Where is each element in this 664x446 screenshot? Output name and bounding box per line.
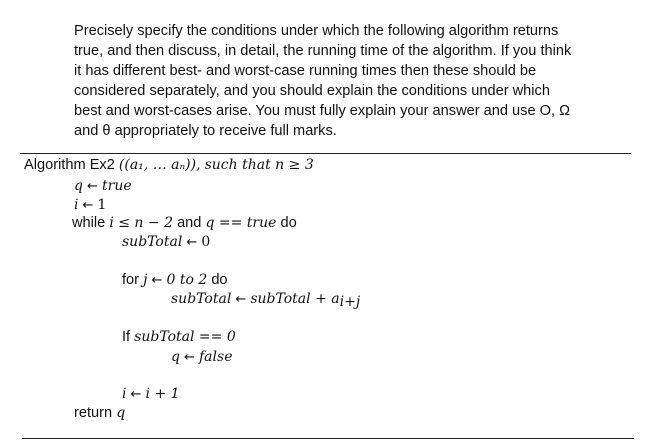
set-false-line	[171, 348, 232, 367]
var-i: i	[122, 386, 127, 402]
question-text	[74, 21, 634, 141]
value-false: false	[199, 349, 233, 365]
do-keyword: do	[211, 272, 228, 288]
and-keyword: and	[177, 215, 202, 231]
for-range: 0 to 2	[166, 272, 208, 288]
while-keyword: while	[72, 215, 106, 231]
init-i-line	[74, 196, 106, 215]
assign-arrow-icon: ←	[235, 292, 247, 307]
while-condition2: q == true	[205, 215, 277, 231]
value-zero: 0	[201, 234, 211, 250]
var-q: q	[74, 178, 83, 194]
init-q-line	[74, 177, 132, 196]
assign-arrow-icon: ←	[186, 235, 198, 250]
algorithm-label: Algorithm Ex2	[24, 157, 115, 173]
return-keyword: return	[74, 405, 113, 421]
increment-expression: i + 1	[145, 386, 180, 402]
algorithm-header	[24, 156, 314, 174]
question-line: it has different best- and worst-case running times then these should be	[74, 63, 537, 79]
algorithm-top-rule	[20, 153, 631, 154]
var-q: q	[116, 405, 126, 421]
for-keyword: for	[122, 272, 140, 288]
subtotal-init-line	[122, 233, 210, 252]
assign-arrow-icon: ←	[82, 198, 94, 213]
value-true: true	[102, 178, 132, 194]
if-keyword: If	[122, 329, 131, 345]
while-condition: i ≤ n − 2	[109, 215, 173, 231]
assign-arrow-icon: ←	[87, 179, 98, 194]
subscript-index: i+j	[339, 294, 361, 310]
var-j: j	[143, 272, 148, 288]
assign-arrow-icon: ←	[184, 350, 195, 365]
var-i: i	[74, 197, 79, 213]
question-line: considered separately, and you should explain the conditions under which	[74, 83, 550, 99]
question-line: true, and then discuss, in detail, the running time of the algorithm. If you think	[74, 43, 572, 59]
while-line	[72, 214, 297, 232]
var-q: q	[171, 349, 180, 365]
return-line	[74, 404, 125, 422]
subtotal-expression: subTotal + a	[250, 291, 340, 307]
assign-arrow-icon: ←	[151, 273, 163, 288]
increment-line	[122, 385, 180, 404]
for-line	[122, 271, 228, 290]
value-one: 1	[97, 197, 107, 213]
question-line: and θ appropriately to receive full marks.	[74, 123, 337, 139]
if-line	[122, 328, 236, 346]
subtotal-update-line	[171, 290, 360, 309]
var-subtotal: subTotal	[122, 234, 183, 250]
if-condition: subTotal == 0	[134, 329, 236, 345]
assign-arrow-icon: ←	[130, 387, 142, 402]
question-line: Precisely specify the conditions under which the following algorithm returns	[74, 23, 559, 39]
var-subtotal: subTotal	[171, 291, 232, 307]
algorithm-bottom-rule	[22, 438, 634, 439]
algorithm-condition: such that n ≥ 3	[204, 157, 314, 173]
do-keyword: do	[280, 215, 297, 231]
question-line: best and worst-cases arise. You must fully explain your answer and use O, Ω	[74, 103, 570, 119]
algorithm-args: ((a₁, … aₙ)),	[118, 157, 201, 173]
